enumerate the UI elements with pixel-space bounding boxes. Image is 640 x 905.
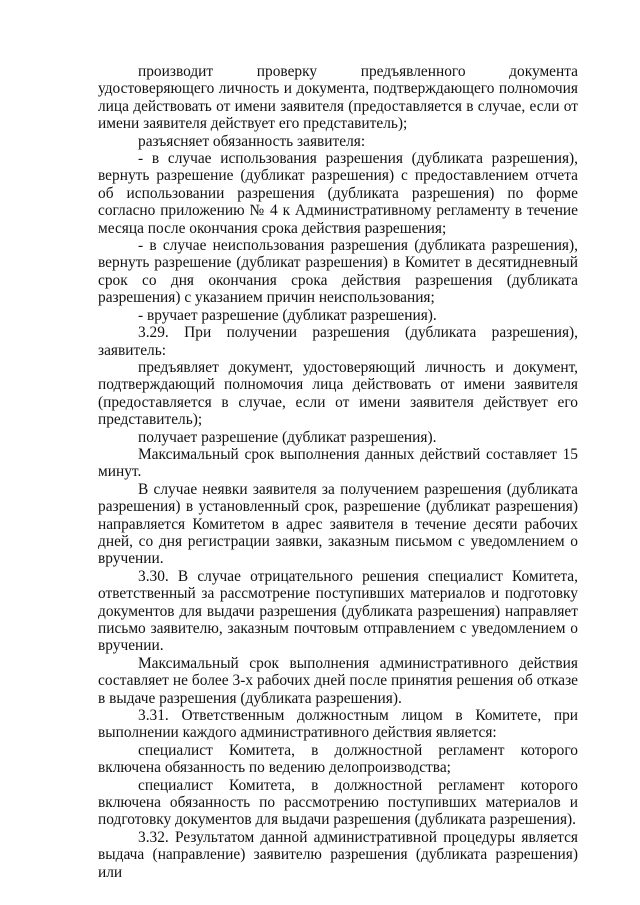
paragraph: Максимальный срок выполнения данных действий составляет 15 минут. bbox=[98, 445, 578, 481]
list-item: - в случае использования разрешения (дубликата разрешения), вернуть разрешение (дубликат разрешения) с предоставлением отчета об использовании разрешения (дубликата разрешения) по форме согласно приложению № 4 к Административному регламенту в течение месяца после окончания срока действия разрешения; bbox=[98, 150, 578, 237]
paragraph: В случае неявки заявителя за получением разрешения (дубликата разрешения) в установленный срок, разрешение (дубликат разрешения) направляется Комитетом в адрес заявителя в течение десяти рабочих дней, со дня регистрации заявки, заказным письмом с уведомлением о вручении. bbox=[98, 480, 578, 568]
document-page bbox=[98, 63, 578, 881]
paragraph: Максимальный срок выполнения административного действия составляет не более 3-х рабочих дней после принятия решения об отказе в выдаче разрешения (дубликата разрешения). bbox=[98, 654, 578, 707]
paragraph: предъявляет документ, удостоверяющий личность и документ, подтверждающий полномочия лица действовать от имени заявителя (предоставляется в случае, если от имени заявителя действует его представитель); bbox=[98, 358, 578, 429]
list-item: - вручает разрешение (дубликат разрешения). bbox=[138, 306, 437, 324]
section-paragraph-3-31: 3.31. Ответственным должностным лицом в Комитете, при выполнении каждого административного действия является: bbox=[98, 707, 578, 742]
paragraph: производит проверку предъявленного документа удостоверяющего личность и документа, подтверждающего полномочия лица действовать от имени заявителя (предоставляется в случае, если от имени заявителя действует его представитель); bbox=[98, 63, 578, 133]
section-paragraph-3-29: 3.29. При получении разрешения (дубликата разрешения), заявитель: bbox=[98, 324, 578, 359]
paragraph: специалист Комитета, в должностной регламент которого включена обязанность по ведению делопроизводства; bbox=[98, 741, 578, 777]
paragraph: специалист Комитета, в должностной регламент которого включена обязанность по рассмотрению поступивших материалов и подготовку документов для выдачи разрешения (дубликата разрешения). bbox=[98, 776, 578, 829]
section-paragraph-3-32: 3.32. Результатом данной административной процедуры является выдача (направление) заявителю разрешения (дубликата разрешения) или bbox=[98, 828, 578, 881]
section-paragraph-3-30: 3.30. В случае отрицательного решения специалист Комитета, ответственный за рассмотрение поступивших материалов и подготовку документов для выдачи разрешения (дубликата разрешения) направляет письмо заявителю, заказным почтовым отправлением с уведомлением о вручении. bbox=[98, 567, 578, 655]
list-item: - в случае неиспользования разрешения (дубликата разрешения), вернуть разрешение (дубликат разрешения) в Комитет в десятидневный срок со дня окончания срока действия разрешения (дубликата разрешения) с указанием причин неиспользования; bbox=[98, 237, 578, 307]
paragraph: получает разрешение (дубликат разрешения). bbox=[138, 428, 437, 446]
paragraph: разъясняет обязанность заявителя: bbox=[138, 132, 366, 150]
